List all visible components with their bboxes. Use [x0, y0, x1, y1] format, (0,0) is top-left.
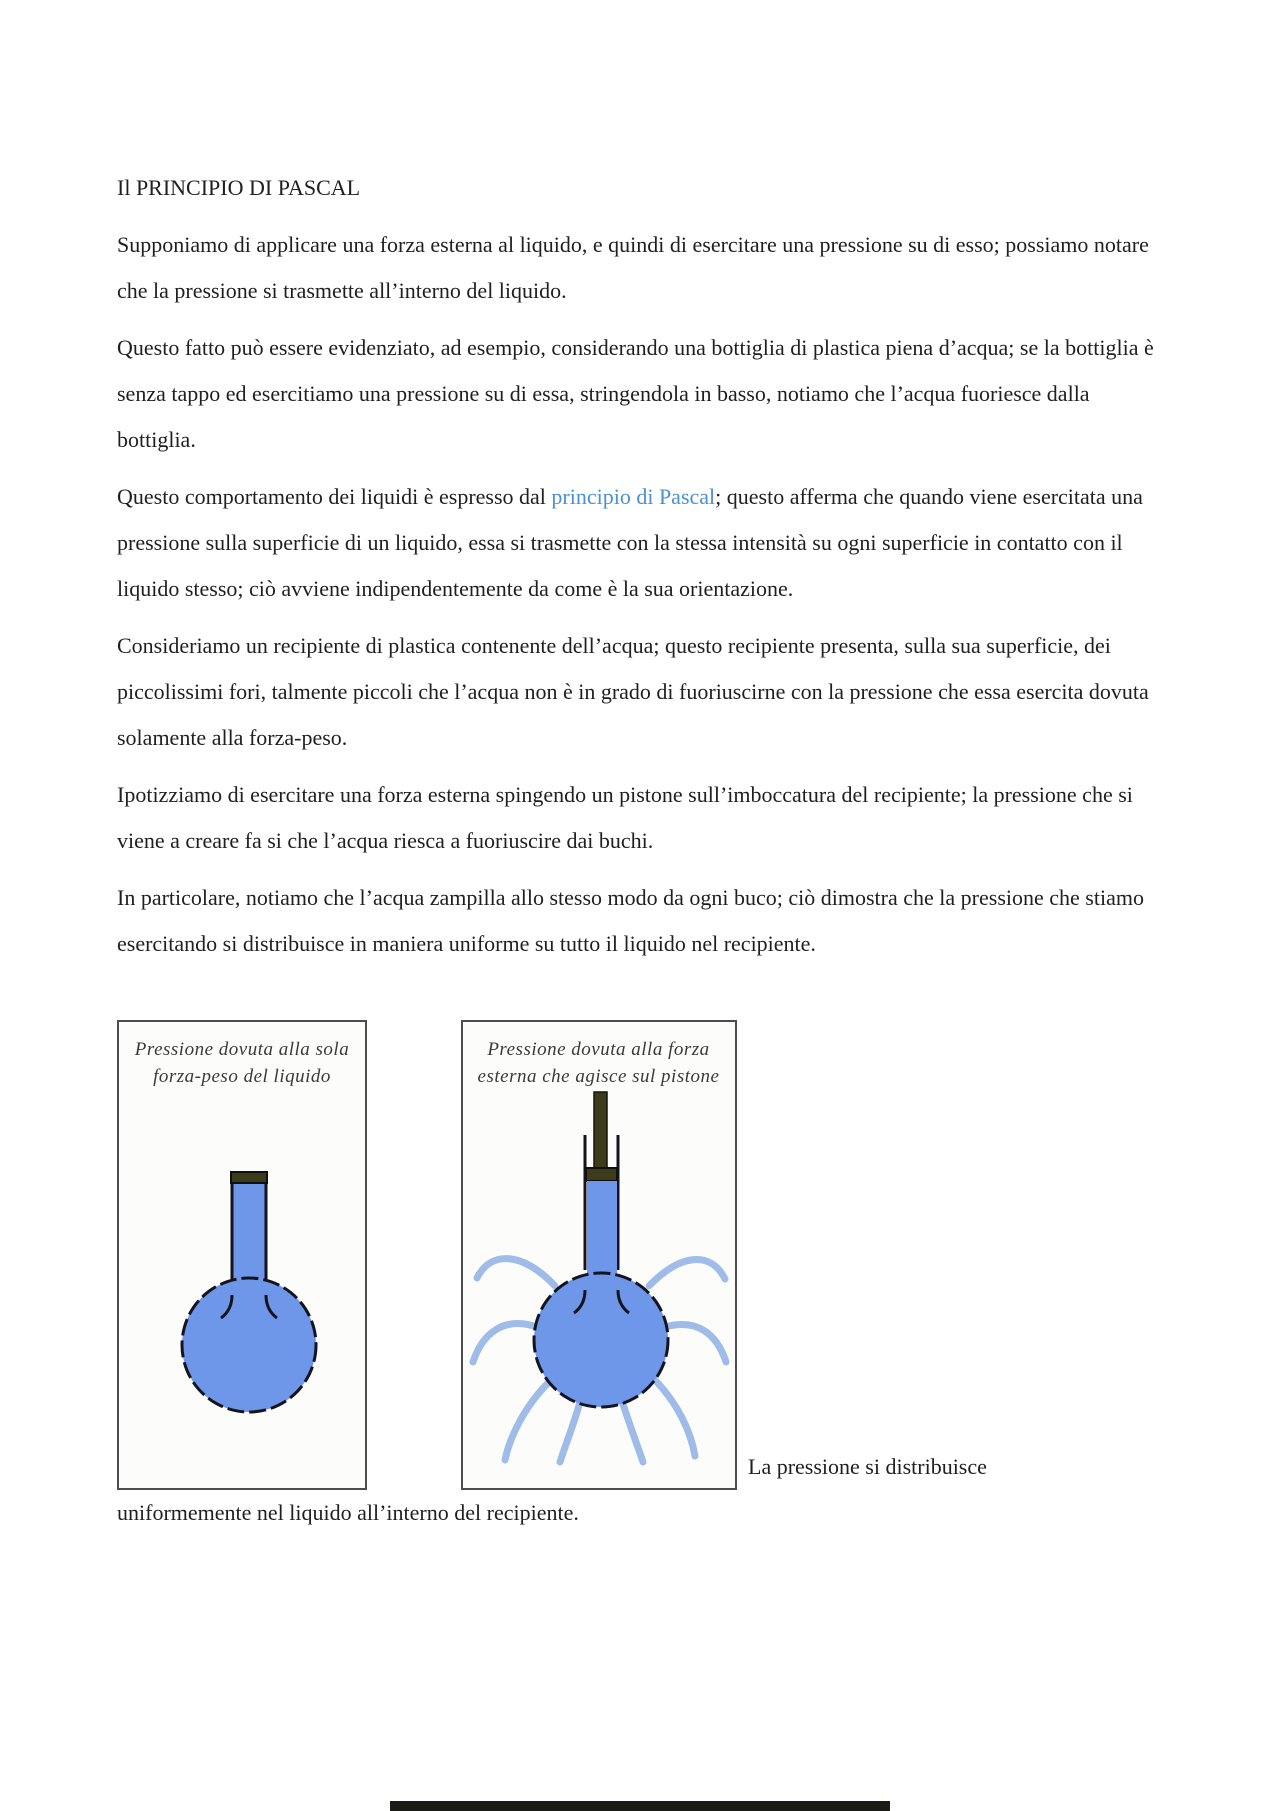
paragraph-2: Questo fatto può essere evidenziato, ad esempio, considerando una bottiglia di plastica piena d’acqua; se la bottiglia è senza tappo ed esercitiamo una pressione su di essa, stringendola in basso, notiamo che l’acqua fuoriesce dalla bottiglia.	[117, 335, 1154, 452]
figure-weight-pressure	[117, 1020, 367, 1490]
paragraph-6: In particolare, notiamo che l’acqua zampilla allo stesso modo da ogni buco; ciò dimostra che la pressione che stiamo esercitando si distribuisce in maniera uniforme su tutto il liquido nel recipiente.	[117, 885, 1144, 956]
paragraph-3	[117, 474, 1163, 612]
paragraph-3-pre: Questo comportamento dei liquidi è espresso dal	[117, 484, 552, 509]
figures-and-caption	[117, 1020, 1163, 1536]
flask-diagram-icon	[119, 1090, 365, 1470]
figure-weight-pressure-caption: Pressione dovuta alla sola forza-peso del liquido	[134, 1039, 350, 1087]
paragraph-3-post: ; questo afferma che quando viene esercitata una pressione sulla superficie di un liquido, essa si trasmette con la stessa intensità su ogni superficie in contatto con il liquido stesso; ciò avviene indipendentemente da come è la sua orientazione.	[117, 484, 1143, 601]
pascal-principle-link[interactable]: principio di Pascal	[551, 484, 716, 509]
paragraph-5: Ipotizziamo di esercitare una forza esterna spingendo un pistone sull’imboccatura del recipiente; la pressione che si viene a creare fa si che l’acqua riesca a fuoriuscire dai buchi.	[117, 782, 1133, 853]
paragraph-4: Consideriamo un recipiente di plastica contenente dell’acqua; questo recipiente presenta, sulla sua superficie, dei piccolissimi fori, talmente piccoli che l’acqua non è in grado di fuoriuscirne con la pressione che essa esercita dovuta solamente alla forza-peso.	[117, 633, 1149, 750]
page-title: Il PRINCIPIO DI PASCAL	[117, 175, 361, 200]
figure-caption-part2: uniformemente nel liquido all’interno del recipiente.	[117, 1500, 579, 1525]
flask-piston-diagram-icon	[463, 1090, 735, 1470]
figure-caption-part1: La pressione si distribuisce	[748, 1454, 987, 1479]
paragraph-1: Supponiamo di applicare una forza esterna al liquido, e quindi di esercitare una pressione su di esso; possiamo notare che la pressione si trasmette all’interno del liquido.	[117, 232, 1149, 303]
figure-piston-pressure	[461, 1020, 737, 1490]
next-page-image-edge	[390, 1801, 890, 1811]
figure-piston-pressure-caption: Pressione dovuta alla forza esterna che agisce sul pistone	[477, 1039, 720, 1087]
